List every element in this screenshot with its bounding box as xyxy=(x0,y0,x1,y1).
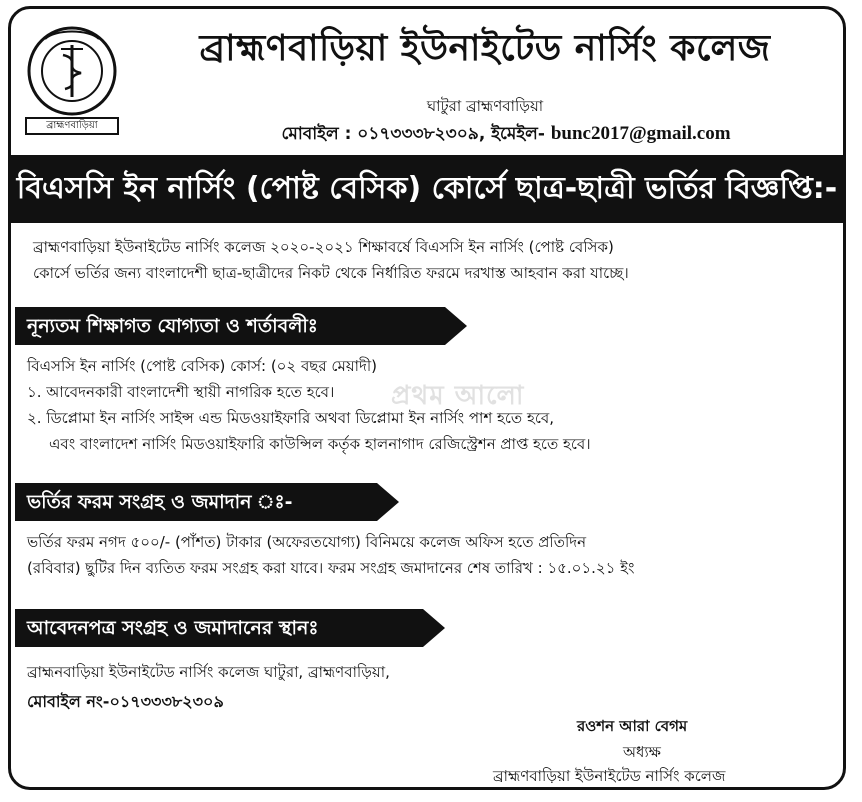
intro-line-1: ব্রাহ্মণবাড়িয়া ইউনাইটেড নার্সিং কলেজ ২০২০-২০২১ শিক্ষাবর্ষে বিএসসি ইন নার্সিং (পোষ্ট বেসিক) xyxy=(33,238,614,256)
form-collection-line-1: ভর্তির ফরম নগদ ৫০০/- (পাঁশত) টাকার (অফেরতযোগ্য) বিনিময়ে কলেজ অফিস হতে প্রতিদিন xyxy=(27,533,587,551)
watermark: প্রথম আলো xyxy=(391,381,525,411)
signatory-institution: ব্রাহ্মণবাড়িয়া ইউনাইটেড নার্সিং কলেজ xyxy=(493,767,726,785)
logo-caption: ব্রাহ্মণবাড়িয়া xyxy=(25,117,119,135)
course-line: বিএসসি ইন নার্সিং (পোষ্ট বেসিক) কোর্স: (০২ বছর মেয়াদী) xyxy=(27,357,378,375)
intro-line-2: কোর্সে ভর্তির জন্য বাংলাদেশী ছাত্র-ছাত্রীদের নিকট থেকে নির্ধারিত ফরমে দরখাস্ত আহবান করা যাচ্ছে। xyxy=(33,264,629,282)
mobile-label: মোবাইল : xyxy=(281,124,358,144)
application-mobile: মোবাইল নং-০১৭৩৩৩৮২৩০৯ xyxy=(27,692,224,711)
qualification-item-2-cont: এবং বাংলাদেশ নার্সিং মিডওয়াইফারি কাউন্সিল কর্তৃক হালনাগাদ রেজিস্ট্রেশন প্রাপ্ত হতে হবে। xyxy=(49,435,591,453)
email-label: , ইমেইল- xyxy=(478,124,551,144)
application-place-heading: আবেদনপত্র সংগ্রহ ও জমাদানের স্থানঃ xyxy=(15,609,423,647)
qualification-item-1: ১. আবেদনকারী বাংলাদেশী স্থায়ী নাগরিক হতে হবে। xyxy=(27,383,335,401)
admission-banner: বিএসসি ইন নার্সিং (পোষ্ট বেসিক) কোর্সে ছাত্র-ছাত্রী ভর্তির বিজ্ঞপ্তি:- xyxy=(11,155,843,223)
application-place-line-1: ব্রাহ্মনবাড়িয়া ইউনাইটেড নার্সিং কলেজ ঘাটুরা, ব্রাহ্মণবাড়িয়া, xyxy=(27,663,390,681)
signatory-designation: অধ্যক্ষ xyxy=(623,743,661,761)
college-logo xyxy=(25,25,119,137)
form-collection-line-2: (রবিবার) ছুটির দিন ব্যতিত ফরম সংগ্রহ করা যাবে। ফরম সংগ্রহ জমাদানের শেষ তারিখ : ১৫.০১.২১ ইং xyxy=(27,559,635,577)
form-collection-heading: ভর্তির ফরম সংগ্রহ ও জমাদান ঃ- xyxy=(15,483,377,521)
notice-frame xyxy=(8,6,846,790)
qualifications-heading: নূন্যতম শিক্ষাগত যোগ্যতা ও শর্তাবলীঃ xyxy=(15,307,445,345)
college-name: ব্রাহ্মণবাড়িয়া ইউনাইটেড নার্সিং কলেজ xyxy=(199,28,771,69)
college-seal-icon xyxy=(25,25,119,117)
mobile-number: ০১৭৩৩৩৮২৩০৯ xyxy=(357,124,479,144)
college-address: ঘাটুরা ব্রাহ্মণবাড়িয়া xyxy=(426,97,544,115)
contact-line xyxy=(171,121,841,149)
signatory-name: রওশন আরা বেগম xyxy=(577,717,688,735)
email-address: bunc2017@gmail.com xyxy=(550,123,731,144)
qualification-item-2: ২. ডিপ্লোমা ইন নার্সিং সাইন্স এন্ড মিডওয়াইফারি অথবা ডিপ্লোমা ইন নার্সিং পাশ হতে হবে, xyxy=(27,409,554,427)
